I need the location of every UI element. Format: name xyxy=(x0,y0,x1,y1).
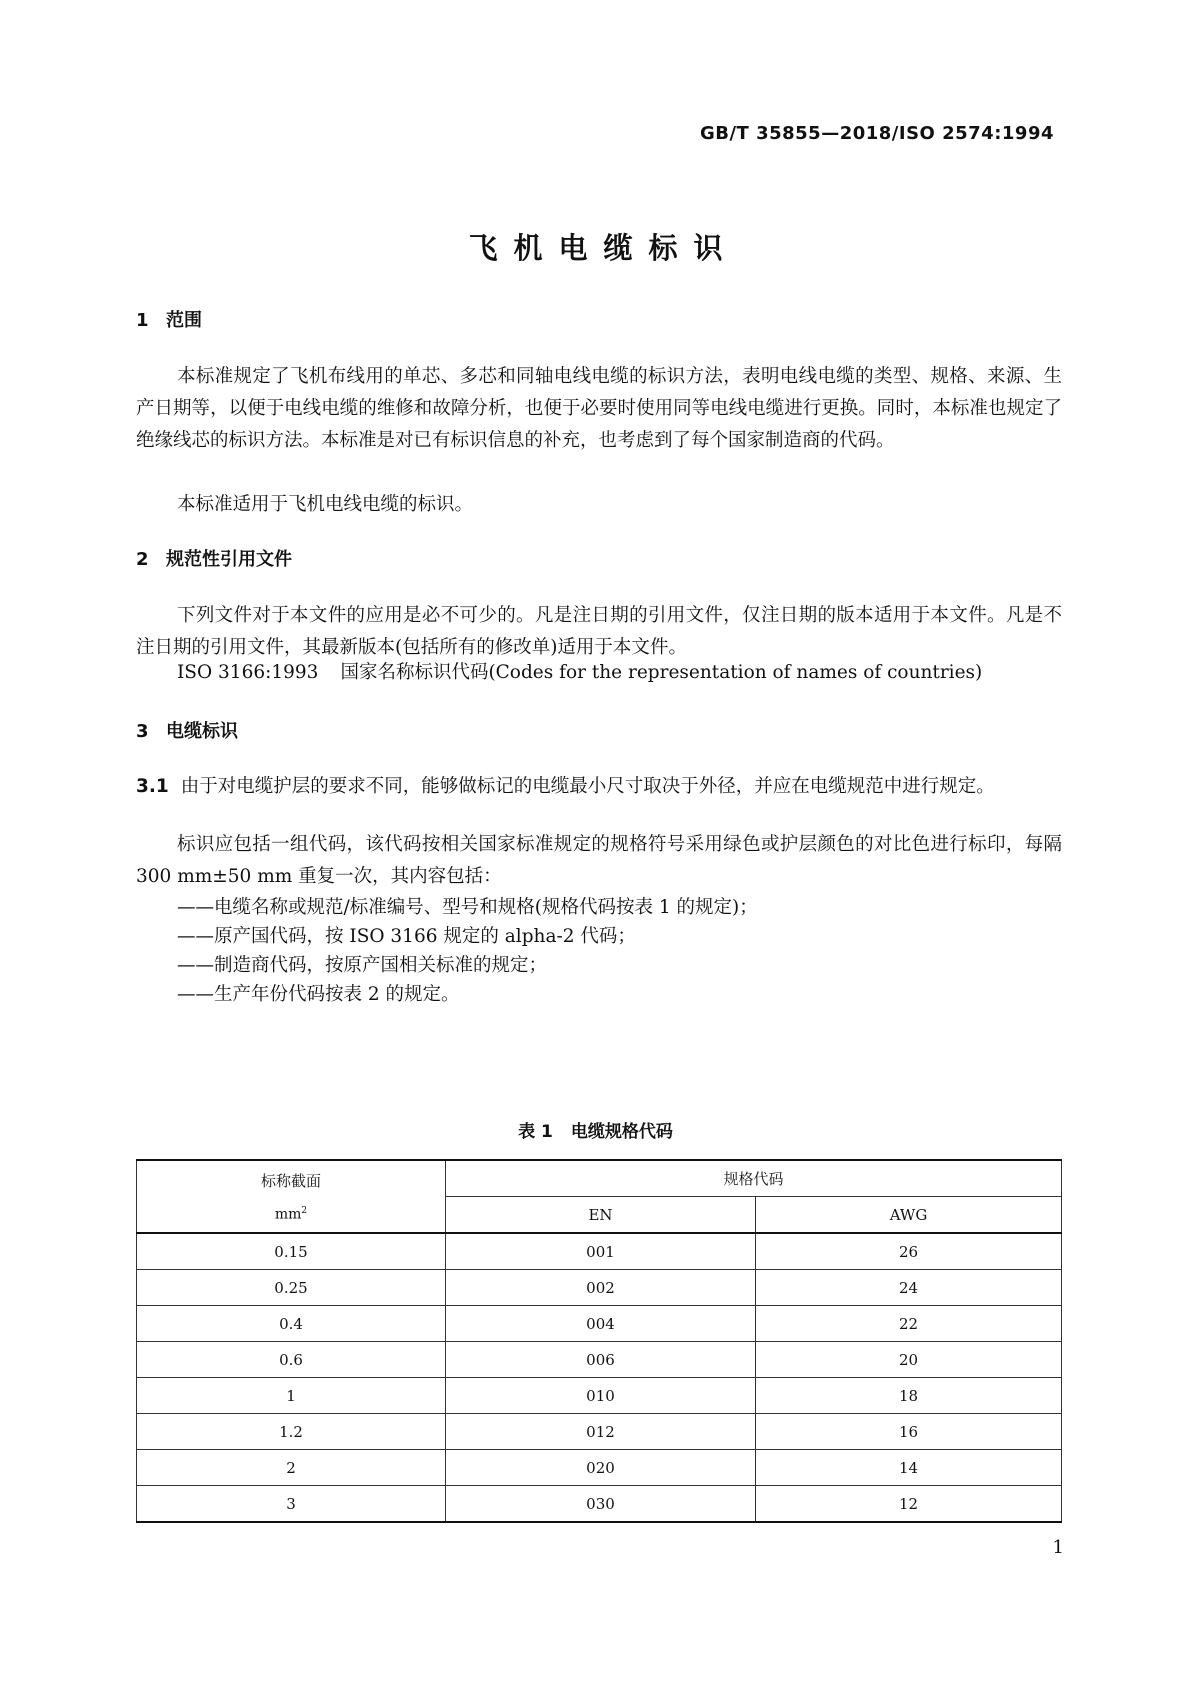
cell-cross-section: 2 xyxy=(137,1450,446,1486)
col-header-spec-code-group: 规格代码 xyxy=(446,1160,1062,1197)
cell-cross-section: 0.6 xyxy=(137,1342,446,1378)
cell-cross-section: 3 xyxy=(137,1486,446,1523)
header-label: 标称截面 xyxy=(260,1171,321,1190)
cell-awg: 24 xyxy=(756,1270,1062,1306)
reference-code: ISO 3166:1993 xyxy=(177,662,319,683)
table-row xyxy=(137,1486,1062,1523)
cell-awg: 26 xyxy=(756,1233,1062,1270)
standard-code: GB/T 35855—2018/ISO 2574:1994 xyxy=(699,123,1054,144)
list-item: ——电缆名称或规范/标准编号、型号和规格(规格代码按表 1 的规定)； xyxy=(177,897,758,918)
table-row xyxy=(137,1306,1062,1342)
normative-reference xyxy=(136,657,1062,689)
cell-awg: 20 xyxy=(756,1342,1062,1378)
cell-awg: 22 xyxy=(756,1306,1062,1342)
cell-cross-section: 1 xyxy=(137,1378,446,1414)
cell-cross-section: 0.15 xyxy=(137,1233,446,1270)
table-row xyxy=(137,1450,1062,1486)
col-header-cross-section xyxy=(137,1160,446,1233)
cell-en: 001 xyxy=(446,1233,756,1270)
section-number: 3 xyxy=(136,721,149,742)
cell-awg: 14 xyxy=(756,1450,1062,1486)
table-row xyxy=(137,1233,1062,1270)
clause-number: 3.1 xyxy=(136,776,169,797)
page-number: 1 xyxy=(1052,1537,1064,1558)
cell-awg: 16 xyxy=(756,1414,1062,1450)
section-title: 范围 xyxy=(166,310,202,331)
section-number: 1 xyxy=(136,310,149,331)
cell-en: 002 xyxy=(446,1270,756,1306)
col-header-en: EN xyxy=(446,1197,756,1234)
table-row xyxy=(137,1414,1062,1450)
cell-awg: 18 xyxy=(756,1378,1062,1414)
table-caption xyxy=(0,1117,1191,1142)
cell-en: 012 xyxy=(446,1414,756,1450)
list-item: ——制造商代码，按原产国相关标准的规定； xyxy=(177,955,548,976)
clause-3-1-paragraph xyxy=(136,771,1062,803)
section-title: 规范性引用文件 xyxy=(166,549,292,570)
cell-cross-section: 1.2 xyxy=(137,1414,446,1450)
section-1-paragraph-2: 本标准适用于飞机电线电缆的标识。 xyxy=(177,494,474,515)
clause-3-1-paragraph-2: 标识应包括一组代码，该代码按相关国家标准规定的规格符号采用绿色或护层颜色的对比色进行标印，每隔 300 mm±50 mm 重复一次，其内容包括： xyxy=(136,834,1062,887)
header-unit: $mm^2$ xyxy=(274,1205,308,1223)
cell-awg: 12 xyxy=(756,1486,1062,1523)
section-1-heading xyxy=(136,306,202,332)
section-number: 2 xyxy=(136,549,149,570)
section-2-heading xyxy=(136,545,292,571)
section-title: 电缆标识 xyxy=(166,721,238,742)
cell-cross-section: 0.25 xyxy=(137,1270,446,1306)
table-caption-text: 电缆规格代码 xyxy=(570,1122,673,1142)
cell-cross-section: 0.4 xyxy=(137,1306,446,1342)
section-3-heading xyxy=(136,717,238,743)
list-item: ——生产年份代码按表 2 的规定。 xyxy=(177,984,460,1005)
clause-text: 由于对电缆护层的要求不同，能够做标记的电缆最小尺寸取决于外径，并应在电缆规范中进行规定。 xyxy=(180,776,995,797)
table-row xyxy=(137,1378,1062,1414)
cell-en: 004 xyxy=(446,1306,756,1342)
cell-en: 030 xyxy=(446,1486,756,1523)
table-label: 表 1 xyxy=(518,1122,553,1142)
cell-en: 010 xyxy=(446,1378,756,1414)
list-item: ——原产国代码，按 ISO 3166 规定的 alpha-2 代码； xyxy=(177,926,636,947)
spec-code-table xyxy=(136,1159,1062,1523)
section-1-paragraph-1: 本标准规定了飞机布线用的单芯、多芯和同轴电线电缆的标识方法，表明电线电缆的类型、规格、来源、生产日期等，以便于电线电缆的维修和故障分析，也便于必要时使用同等电线电缆进行更换。同时，本标准也规定了绝缘线芯的标识方法。本标准是对已有标识信息的补充，也考虑到了每个国家制造商的代码。 xyxy=(136,366,1062,451)
reference-title: 国家名称标识代码(Codes for the representation of names of countries) xyxy=(340,662,983,683)
col-header-awg: AWG xyxy=(756,1197,1062,1234)
cell-en: 020 xyxy=(446,1450,756,1486)
table-row xyxy=(137,1270,1062,1306)
unit-superscript: 2 xyxy=(301,1205,308,1216)
document-title: 飞机电缆标识 xyxy=(468,231,739,265)
table-row xyxy=(137,1342,1062,1378)
section-2-paragraph-1: 下列文件对于本文件的应用是必不可少的。凡是注日期的引用文件，仅注日期的版本适用于本文件。凡是不注日期的引用文件，其最新版本(包括所有的修改单)适用于本文件。 xyxy=(136,605,1062,658)
cell-en: 006 xyxy=(446,1342,756,1378)
